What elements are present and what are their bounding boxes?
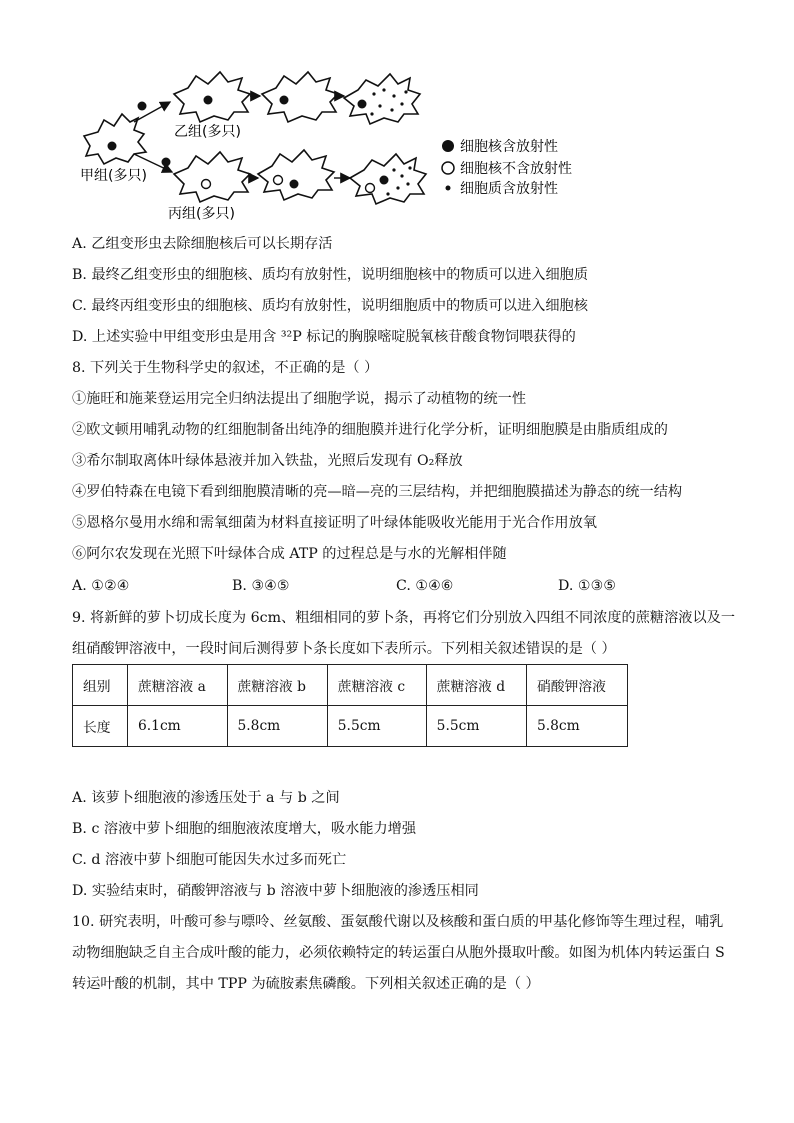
nucleus-yi-3 bbox=[358, 100, 367, 109]
amoeba-bing-2 bbox=[258, 150, 334, 200]
q9-length-table bbox=[72, 664, 628, 747]
table-row bbox=[73, 665, 628, 706]
nucleus-bing-3b bbox=[380, 176, 389, 185]
q7-option-b: B. 最终乙组变形虫的细胞核、质均有放射性，说明细胞核中的物质可以进入细胞质 bbox=[72, 267, 589, 283]
nucleus-yi-1 bbox=[204, 96, 213, 105]
q8-option-d: D. ①③⑤ bbox=[558, 578, 617, 594]
legend-label-3: 细胞质含放射性 bbox=[460, 181, 558, 197]
amoeba-experiment-figure bbox=[72, 66, 632, 226]
q7-option-a: A. 乙组变形虫去除细胞核后可以长期存活 bbox=[72, 236, 333, 252]
q10-line2: 动物细胞缺乏自主合成叶酸的能力，必须依赖特定的转运蛋白从胞外摄取叶酸。如图为机体内转运蛋白 S bbox=[72, 945, 725, 961]
hollow-circle-icon bbox=[442, 162, 454, 174]
table-cell: 硝酸钾溶液 bbox=[526, 665, 627, 706]
cytoplasm-dots-yi bbox=[370, 88, 407, 115]
q8-item-2: ②欧文顿用哺乳动物的红细胞制备出纯净的细胞膜并进行化学分析，证明细胞膜是由脂质组成的 bbox=[72, 422, 668, 438]
small-dot-icon bbox=[446, 186, 451, 191]
q8-option-a: A. ①②④ bbox=[72, 578, 130, 594]
q8-item-1: ①施旺和施莱登运用完全归纳法提出了细胞学说，揭示了动植物的统一性 bbox=[72, 391, 527, 407]
nucleus-bing-2b bbox=[290, 180, 299, 189]
q8-option-b: B. ③④⑤ bbox=[232, 578, 290, 594]
label-bing: 丙组(多只) bbox=[168, 206, 235, 222]
nucleus-bing-2 bbox=[274, 176, 283, 185]
q9-option-c: C. d 溶液中萝卜细胞可能因失水过多而死亡 bbox=[72, 852, 347, 868]
transplant-cytoplasm bbox=[162, 158, 171, 167]
table-cell: 蔗糖溶液 c bbox=[327, 665, 426, 706]
table-cell: 5.5cm bbox=[327, 706, 426, 747]
amoeba-jia bbox=[84, 114, 146, 164]
table-cell: 组别 bbox=[73, 665, 128, 706]
q8-stem: 8. 下列关于生物科学史的叙述，不正确的是（ ） bbox=[72, 360, 379, 376]
table-row bbox=[73, 706, 628, 747]
q10-line1: 10. 研究表明，叶酸可参与嘌呤、丝氨酸、蛋氨酸代谢以及核酸和蛋白质的甲基化修饰等生理过程，哺乳 bbox=[72, 914, 724, 930]
legend-label-1: 细胞核含放射性 bbox=[460, 139, 558, 155]
q8-item-3: ③希尔制取离体叶绿体悬液并加入铁盐，光照后发现有 O₂释放 bbox=[72, 453, 463, 469]
q9-option-d: D. 实验结束时，硝酸钾溶液与 b 溶液中萝卜细胞液的渗透压相同 bbox=[72, 883, 479, 899]
label-jia: 甲组(多只) bbox=[80, 168, 147, 184]
q7-option-c: C. 最终丙组变形虫的细胞核、质均有放射性，说明细胞质中的物质可以进入细胞核 bbox=[72, 298, 588, 314]
q9-stem-line1: 9. 将新鲜的萝卜切成长度为 6cm、粗细相同的萝卜条，再将它们分别放入四组不同浓度的蔗糖溶液以及一 bbox=[72, 610, 736, 626]
table-cell: 长度 bbox=[73, 706, 128, 747]
nucleus-jia bbox=[108, 142, 117, 151]
table-cell: 6.1cm bbox=[128, 706, 228, 747]
nucleus-bing-1 bbox=[202, 180, 211, 189]
nucleus-bing-3 bbox=[366, 184, 375, 193]
table-cell: 蔗糖溶液 b bbox=[227, 665, 327, 706]
amoeba-bing-1 bbox=[174, 152, 250, 202]
filled-circle-icon bbox=[442, 140, 454, 152]
q7-option-d: D. 上述实验中甲组变形虫是用含 ³²P 标记的胸腺嘧啶脱氧核苷酸食物饲喂获得的 bbox=[72, 329, 576, 345]
q8-item-4: ④罗伯特森在电镜下看到细胞膜清晰的亮—暗—亮的三层结构，并把细胞膜描述为静态的统一结构 bbox=[72, 484, 683, 500]
q9-option-a: A. 该萝卜细胞液的渗透压处于 a 与 b 之间 bbox=[72, 790, 340, 806]
amoeba-yi-2 bbox=[262, 72, 338, 122]
table-cell: 5.5cm bbox=[426, 706, 526, 747]
table-cell: 5.8cm bbox=[227, 706, 327, 747]
q9-stem-line2: 组硝酸钾溶液中，一段时间后测得萝卜条长度如下表所示。下列相关叙述错误的是（ ） bbox=[72, 641, 616, 657]
table-cell: 蔗糖溶液 a bbox=[128, 665, 228, 706]
table-cell: 蔗糖溶液 d bbox=[426, 665, 526, 706]
q10-line3: 转运叶酸的机制，其中 TPP 为硫胺素焦磷酸。下列相关叙述正确的是（ ） bbox=[72, 976, 540, 992]
q8-option-c: C. ①④⑥ bbox=[396, 578, 454, 594]
legend-label-2: 细胞核不含放射性 bbox=[460, 161, 572, 177]
amoeba-yi-3 bbox=[344, 74, 420, 124]
table-cell: 5.8cm bbox=[526, 706, 627, 747]
nucleus-yi-2 bbox=[280, 96, 289, 105]
label-yi: 乙组(多只) bbox=[174, 124, 241, 140]
q9-option-b: B. c 溶液中萝卜细胞的细胞液浓度增大，吸水能力增强 bbox=[72, 821, 417, 837]
amoeba-yi-1 bbox=[174, 72, 250, 122]
q8-item-5: ⑤恩格尔曼用水绵和需氧细菌为材料直接证明了叶绿体能吸收光能用于光合作用放氧 bbox=[72, 515, 597, 531]
cytoplasm-dots-bing bbox=[386, 166, 411, 195]
transplant-nucleus bbox=[138, 102, 147, 111]
q8-item-6: ⑥阿尔农发现在光照下叶绿体合成 ATP 的过程总是与水的光解相伴随 bbox=[72, 546, 507, 562]
